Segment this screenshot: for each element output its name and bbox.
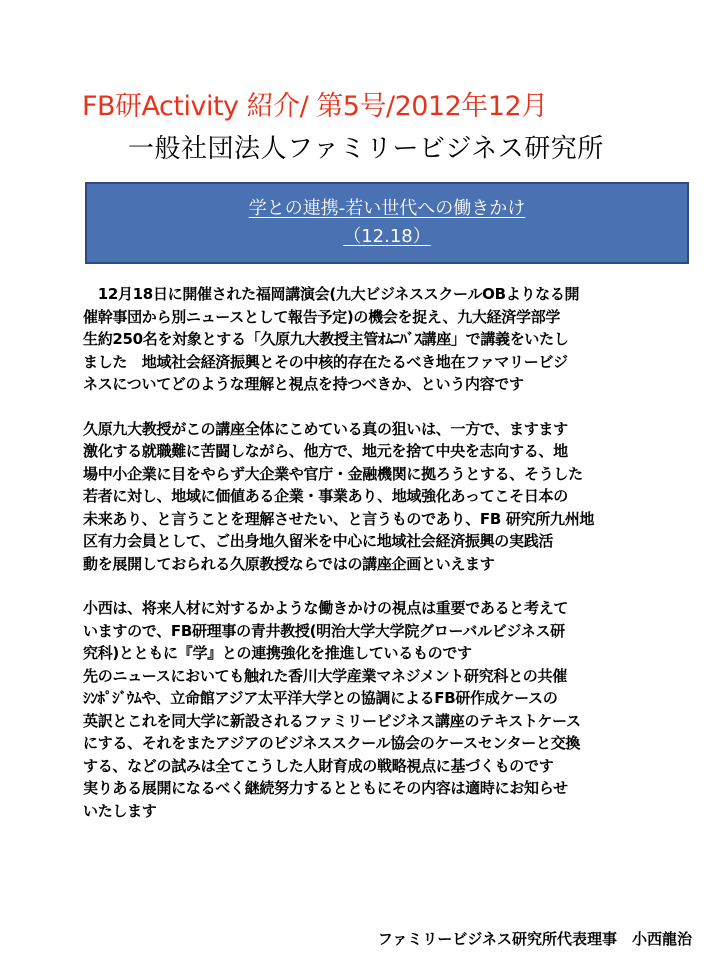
article-body	[83, 283, 695, 822]
organization-name: 一般社団法人ファミリービジネス研究所	[128, 134, 604, 164]
paragraph	[83, 597, 695, 822]
text-line: ネスについてどのような理解と視点を持つべきか、という内容です	[83, 375, 524, 393]
text-line: 場中小企業に目をやらず大企業や官庁・金融機関に拠ろうとする、そうした	[83, 464, 583, 483]
text-line: 若者に対し、地域に価値ある企業・事業あり、地域強化あってこそ日本の	[83, 487, 568, 505]
text-line: ました 地域社会経済振興とその中核的存在たるべき地在ファマリービジ	[83, 352, 568, 371]
topic-date: （12.18）	[343, 226, 431, 247]
text-line: いますので、FB研理事の青井教授(明治大学大学院グローバルビジネス研	[83, 621, 565, 640]
text-line: 動を展開しておられる久原教授ならではの講座企画といえます	[83, 554, 495, 573]
text-line: にする、それをまたアジアのビジネススクール協会のケースセンターと交換	[83, 734, 581, 752]
text-line: 激化する就職難に苦闘しながら、他方で、地元を捨て中央を志向する、地	[83, 442, 568, 460]
text-line: 究科)とともに『学』との連携強化を推進しているものです	[83, 644, 472, 662]
text-line: 未来あり、と言うことを理解させたい、と言うものであり、FB 研究所九州地	[83, 509, 595, 528]
text-line: 小西は、将来人材に対するかような働きかけの視点は重要であると考えて	[83, 599, 569, 617]
text-line: する、などの試みは全てこうした人財育成の戦略視点に基づくものです	[83, 756, 554, 775]
text-line: 生約250名を対象とする「久原九大教授主管ｵﾑﾆﾊﾞｽ講座」で講義をいたし	[83, 330, 569, 348]
text-line: 催幹事団から別ニュースとして報告予定)の機会を捉え、九大経済学部学	[83, 307, 561, 326]
text-line: 英訳とこれを同大学に新設されるファミリービジネス講座のテキストケース	[83, 711, 581, 730]
text-line: ｼﾝﾎﾟｼﾞｳﾑや、立命館アジア太平洋大学との協調によるFB研作成ケースの	[83, 689, 558, 707]
text-line: 実りある展開になるべく継続努力するとともにその内容は適時にお知らせ	[83, 779, 568, 797]
text-line: 久原九大教授がこの講座全体にこめている真の狙いは、一方で、ますます	[83, 419, 568, 438]
text-line: 先のニュースにおいても触れた香川大学産業マネジメント研究科との共催	[83, 666, 567, 685]
topic-banner	[85, 182, 689, 264]
topic-heading: 学との連携-若い世代への働きかけ	[248, 198, 526, 219]
text-line: いたします	[83, 801, 157, 820]
paragraph	[83, 418, 695, 576]
signature: ファミリービジネス研究所代表理事 小西龍治	[377, 930, 692, 948]
page-title: FB研Activity 紹介/ 第5号/2012年12月	[82, 91, 548, 122]
text-line: 区有力会員として、ご出身地久留米を中心に地域社会経済振興の実践活	[83, 532, 554, 550]
paragraph	[83, 283, 695, 396]
text-line: 12月18日に開催された福岡講演会(九大ビジネススクールOBよりなる開	[83, 285, 580, 303]
